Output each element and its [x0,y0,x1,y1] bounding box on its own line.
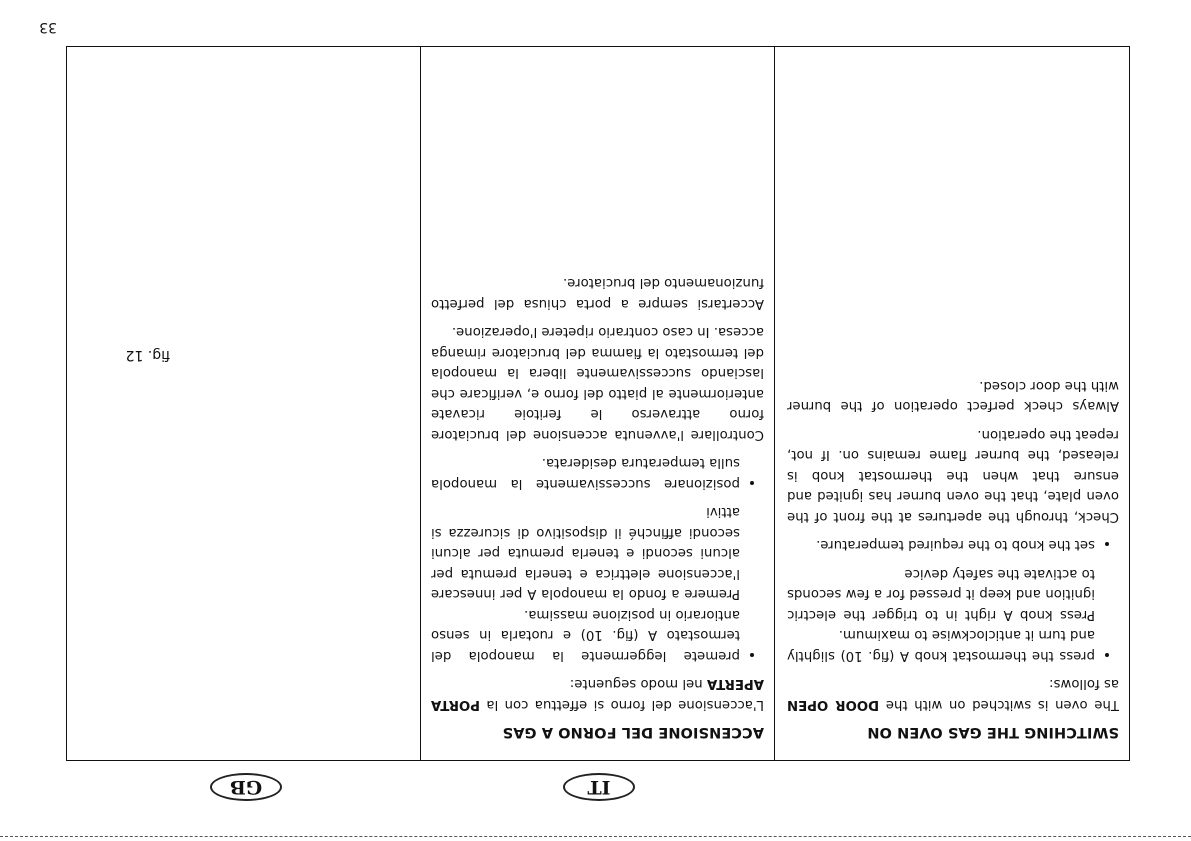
gb-check-paragraph: Check, through the apertures at the front of the oven plate, that the oven burner has ignited and ensure that when the thermostat knob is released, the burner flame remains on. If not, repeat the operation. [787,427,1119,524]
gb-always-paragraph: Always check perfect operation of the burner with the door closed. [787,378,1119,414]
page-number: 33 [39,19,57,35]
gb-intro [787,673,1119,714]
gb-step-2-text: • set the knob to the required temperature. [816,537,1095,553]
column-english [775,47,1129,760]
it-intro [431,673,764,714]
it-always-paragraph: Accertarsi sempre a porta chiusa del perfetto funzionamento del bruciatore. [431,275,764,311]
it-section-title: ACCENSIONE DEL FORNO A GAS [502,724,764,740]
it-steps-list [431,452,764,665]
language-badge-gb [210,773,282,801]
figure-caption: fig. 12 [125,347,170,363]
it-check-paragraph: Controllare l'avvenuta accensione del bruciatore forno attraverso le feritoie ricavate anteriormente al piatto del forno e, verificare che lasciando successivamente libera la manopola del termostato la fiamma del bruciatore rimanga accesa. In caso contrario ripetere l'operazione. [431,324,764,442]
column-figure [65,47,421,760]
it-intro-end: nel modo seguente: [569,676,707,692]
it-step-1-text: • premete leggermente la manopola del termostato A (fig. 10) e ruotarla in senso antiorario in posizione massima. [431,607,740,663]
it-step-1 [431,501,740,665]
gb-intro-text: The oven is switched on with the [879,697,1119,712]
dashed-cut-line [0,836,1191,837]
it-step-1-detail: Premere a fondo la manopola A per innescare l'accensione elettrica e tenerla premuta per alcuni secondi e tenerla premuta per alcuni secondi affinché il dispositivo di sicurezza si attivi [431,504,740,602]
gb-section-title: SWITCHING THE GAS OVEN ON [867,724,1119,740]
it-intro-bold: PORTA APERTA [431,676,764,712]
gb-step-1-detail: Press knob A right in to trigger the electric ignition and keep it pressed for a few seconds to activate the safety device [787,566,1095,622]
gb-step-1 [787,563,1095,666]
gb-step-1-text: • press the thermostat knob A (fig. 10) slightly and turn it anticlockwise to maximum. [787,627,1095,663]
it-step-2 [431,452,740,493]
column-italian [421,47,775,760]
language-badge-it [563,773,635,801]
gb-intro-end: as follows: [1049,676,1119,692]
gb-steps-list [787,534,1119,665]
gb-intro-bold: DOOR OPEN [787,697,880,712]
badge-it-label: IT [587,776,611,798]
gb-step-2 [787,534,1095,555]
badge-gb-label: GB [229,776,263,798]
manual-table [66,46,1130,761]
it-intro-text: L'accensione del forno si effettua con la [480,697,764,712]
it-step-2-text: • posizionare successivamente la manopola sulla temperatura desiderata. [431,455,740,491]
